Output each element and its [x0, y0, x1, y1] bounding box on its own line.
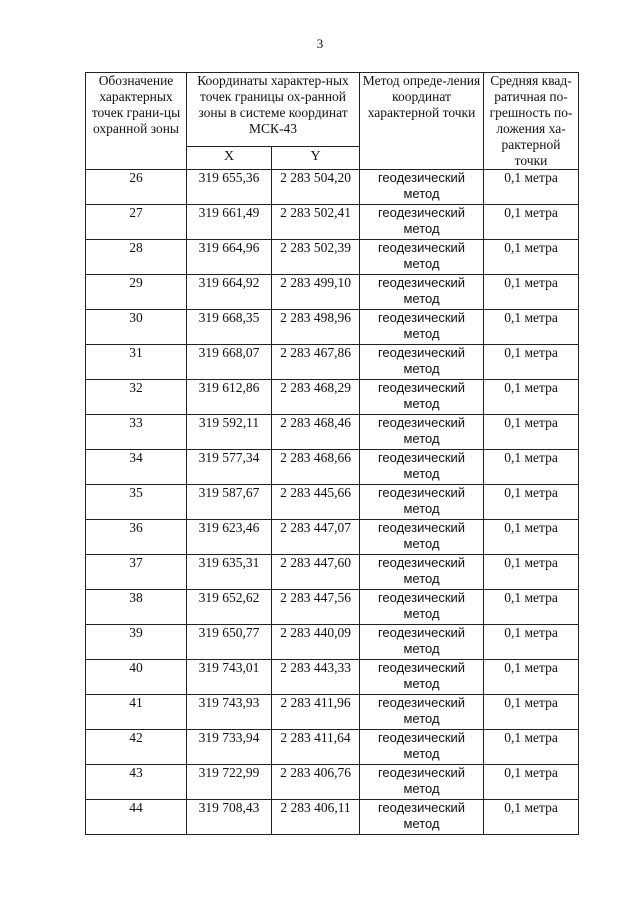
header-method: Метод опреде-ления координат характерной точки: [360, 73, 484, 170]
table-row: [86, 800, 579, 835]
method-cell: геодезический метод: [360, 660, 484, 695]
method-cell: геодезический метод: [360, 520, 484, 555]
x-coordinate-cell: 319 635,31: [187, 555, 272, 590]
y-coordinate-cell: 2 283 447,07: [272, 520, 360, 555]
error-cell: 0,1 метра: [484, 415, 579, 450]
y-coordinate-cell: 2 283 499,10: [272, 275, 360, 310]
method-cell: геодезический метод: [360, 275, 484, 310]
header-coordinates: Координаты характер-ных точек границы ох-ранной зоны в системе координат МСК-43: [187, 73, 360, 147]
method-cell: геодезический метод: [360, 310, 484, 345]
y-coordinate-cell: 2 283 468,66: [272, 450, 360, 485]
x-coordinate-cell: 319 655,36: [187, 170, 272, 205]
error-cell: 0,1 метра: [484, 345, 579, 380]
point-number-cell: 39: [86, 625, 187, 660]
method-cell: геодезический метод: [360, 625, 484, 660]
x-coordinate-cell: 319 668,07: [187, 345, 272, 380]
table-row: [86, 415, 579, 450]
y-coordinate-cell: 2 283 445,66: [272, 485, 360, 520]
method-cell: геодезический метод: [360, 765, 484, 800]
x-coordinate-cell: 319 623,46: [187, 520, 272, 555]
y-coordinate-cell: 2 283 447,60: [272, 555, 360, 590]
method-cell: геодезический метод: [360, 240, 484, 275]
method-cell: геодезический метод: [360, 695, 484, 730]
point-number-cell: 41: [86, 695, 187, 730]
error-cell: 0,1 метра: [484, 555, 579, 590]
point-number-cell: 31: [86, 345, 187, 380]
method-cell: геодезический метод: [360, 730, 484, 765]
error-cell: 0,1 метра: [484, 310, 579, 345]
y-coordinate-cell: 2 283 504,20: [272, 170, 360, 205]
y-coordinate-cell: 2 283 411,96: [272, 695, 360, 730]
table-row: [86, 170, 579, 205]
header-error: Средняя квад-ратичная по-грешность по-ложения ха-рактерной точки: [484, 73, 579, 170]
table-row: [86, 310, 579, 345]
method-cell: геодезический метод: [360, 170, 484, 205]
x-coordinate-cell: 319 652,62: [187, 590, 272, 625]
method-cell: геодезический метод: [360, 555, 484, 590]
table-row: [86, 660, 579, 695]
x-coordinate-cell: 319 664,96: [187, 240, 272, 275]
x-coordinate-cell: 319 708,43: [187, 800, 272, 835]
error-cell: 0,1 метра: [484, 660, 579, 695]
y-coordinate-cell: 2 283 443,33: [272, 660, 360, 695]
table-row: [86, 345, 579, 380]
method-cell: геодезический метод: [360, 450, 484, 485]
method-cell: геодезический метод: [360, 590, 484, 625]
y-coordinate-cell: 2 283 467,86: [272, 345, 360, 380]
x-coordinate-cell: 319 733,94: [187, 730, 272, 765]
y-coordinate-cell: 2 283 502,41: [272, 205, 360, 240]
error-cell: 0,1 метра: [484, 695, 579, 730]
table-row: [86, 275, 579, 310]
method-cell: геодезический метод: [360, 800, 484, 835]
point-number-cell: 44: [86, 800, 187, 835]
point-number-cell: 27: [86, 205, 187, 240]
page-number: 3: [316, 36, 324, 51]
method-cell: геодезический метод: [360, 485, 484, 520]
table-row: [86, 485, 579, 520]
table-row: [86, 765, 579, 800]
table-row: [86, 205, 579, 240]
error-cell: 0,1 метра: [484, 730, 579, 765]
table-header: [86, 73, 579, 170]
error-cell: 0,1 метра: [484, 170, 579, 205]
point-number-cell: 38: [86, 590, 187, 625]
error-cell: 0,1 метра: [484, 590, 579, 625]
y-coordinate-cell: 2 283 406,76: [272, 765, 360, 800]
point-number-cell: 35: [86, 485, 187, 520]
x-coordinate-cell: 319 577,34: [187, 450, 272, 485]
x-coordinate-cell: 319 664,92: [187, 275, 272, 310]
x-coordinate-cell: 319 668,35: [187, 310, 272, 345]
y-coordinate-cell: 2 283 502,39: [272, 240, 360, 275]
error-cell: 0,1 метра: [484, 765, 579, 800]
x-coordinate-cell: 319 743,01: [187, 660, 272, 695]
point-number-cell: 37: [86, 555, 187, 590]
error-cell: 0,1 метра: [484, 520, 579, 555]
error-cell: 0,1 метра: [484, 240, 579, 275]
point-number-cell: 33: [86, 415, 187, 450]
error-cell: 0,1 метра: [484, 205, 579, 240]
point-number-cell: 36: [86, 520, 187, 555]
method-cell: геодезический метод: [360, 380, 484, 415]
table-row: [86, 520, 579, 555]
error-cell: 0,1 метра: [484, 275, 579, 310]
point-number-cell: 40: [86, 660, 187, 695]
error-cell: 0,1 метра: [484, 800, 579, 835]
error-cell: 0,1 метра: [484, 380, 579, 415]
table-body: [86, 170, 579, 835]
header-y: Y: [272, 146, 360, 169]
table-row: [86, 625, 579, 660]
x-coordinate-cell: 319 743,93: [187, 695, 272, 730]
point-number-cell: 43: [86, 765, 187, 800]
y-coordinate-cell: 2 283 406,11: [272, 800, 360, 835]
y-coordinate-cell: 2 283 468,29: [272, 380, 360, 415]
y-coordinate-cell: 2 283 498,96: [272, 310, 360, 345]
x-coordinate-cell: 319 587,67: [187, 485, 272, 520]
x-coordinate-cell: 319 592,11: [187, 415, 272, 450]
table-row: [86, 695, 579, 730]
x-coordinate-cell: 319 722,99: [187, 765, 272, 800]
x-coordinate-cell: 319 650,77: [187, 625, 272, 660]
coordinates-table: [85, 72, 579, 835]
error-cell: 0,1 метра: [484, 485, 579, 520]
y-coordinate-cell: 2 283 468,46: [272, 415, 360, 450]
error-cell: 0,1 метра: [484, 625, 579, 660]
x-coordinate-cell: 319 661,49: [187, 205, 272, 240]
point-number-cell: 28: [86, 240, 187, 275]
table-row: [86, 380, 579, 415]
table-row: [86, 555, 579, 590]
y-coordinate-cell: 2 283 447,56: [272, 590, 360, 625]
table-row: [86, 730, 579, 765]
x-coordinate-cell: 319 612,86: [187, 380, 272, 415]
method-cell: геодезический метод: [360, 205, 484, 240]
table-row: [86, 450, 579, 485]
table-row: [86, 240, 579, 275]
point-number-cell: 34: [86, 450, 187, 485]
y-coordinate-cell: 2 283 440,09: [272, 625, 360, 660]
method-cell: геодезический метод: [360, 415, 484, 450]
point-number-cell: 32: [86, 380, 187, 415]
point-number-cell: 30: [86, 310, 187, 345]
point-number-cell: 26: [86, 170, 187, 205]
header-x: X: [187, 146, 272, 169]
point-number-cell: 29: [86, 275, 187, 310]
point-number-cell: 42: [86, 730, 187, 765]
error-cell: 0,1 метра: [484, 450, 579, 485]
y-coordinate-cell: 2 283 411,64: [272, 730, 360, 765]
header-designation: Обозначение характерных точек грани-цы охранной зоны: [86, 73, 187, 170]
table-row: [86, 590, 579, 625]
method-cell: геодезический метод: [360, 345, 484, 380]
